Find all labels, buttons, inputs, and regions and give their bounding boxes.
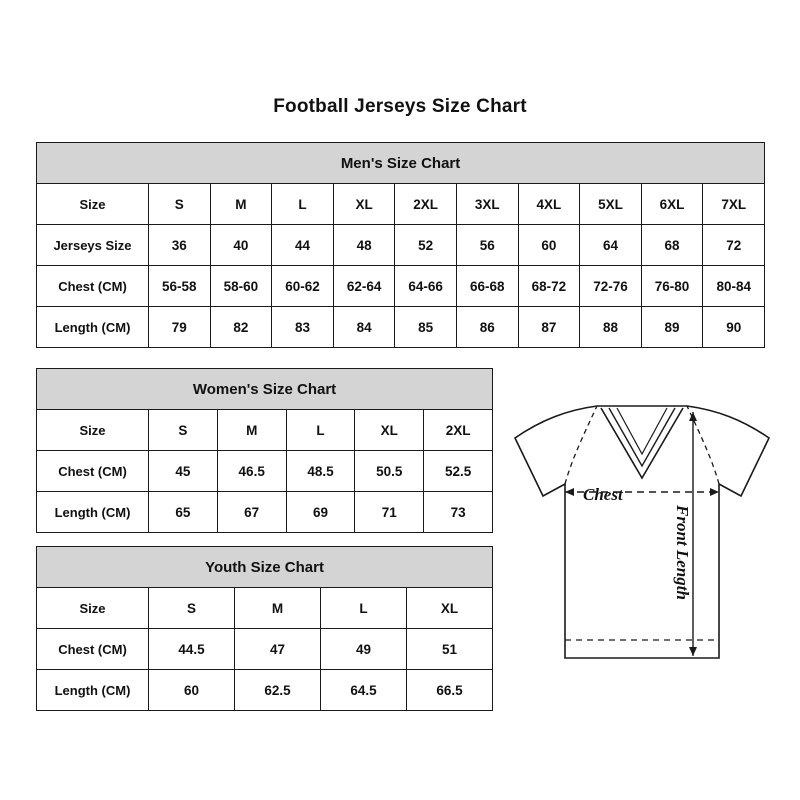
mens-jerseys-size-value: 40 [210, 225, 272, 266]
row-label-size: Size [37, 588, 149, 629]
table-row [37, 184, 765, 225]
mens-jerseys-size-value: 60 [518, 225, 580, 266]
jersey-measurement-diagram [505, 400, 780, 700]
row-label-length: Length (CM) [37, 670, 149, 711]
mens-length-value: 85 [395, 307, 457, 348]
mens-size-l: L [272, 184, 334, 225]
table-row [37, 588, 493, 629]
table-row [37, 492, 493, 533]
mens-chest-value: 66-68 [456, 266, 518, 307]
mens-length-value: 87 [518, 307, 580, 348]
womens-chest-value: 48.5 [286, 451, 355, 492]
youth-size-chart-table [36, 546, 493, 711]
womens-chest-value: 45 [149, 451, 218, 492]
table-row [37, 670, 493, 711]
mens-size-6xl: 6XL [641, 184, 703, 225]
table-row [37, 629, 493, 670]
womens-size-l: L [286, 410, 355, 451]
v-neck-outer [601, 408, 683, 478]
row-label-jerseys-size: Jerseys Size [37, 225, 149, 266]
youth-chest-value: 47 [235, 629, 321, 670]
table-row [37, 225, 765, 266]
mens-jerseys-size-value: 36 [149, 225, 211, 266]
table-row [37, 307, 765, 348]
mens-jerseys-size-value: 72 [703, 225, 765, 266]
mens-size-7xl: 7XL [703, 184, 765, 225]
womens-chest-value: 50.5 [355, 451, 424, 492]
table-row [37, 547, 493, 588]
mens-chest-value: 56-58 [149, 266, 211, 307]
mens-jerseys-size-value: 48 [333, 225, 395, 266]
youth-chest-value: 44.5 [149, 629, 235, 670]
womens-length-value: 71 [355, 492, 424, 533]
jersey-body-outline [515, 406, 769, 658]
mens-chest-value: 68-72 [518, 266, 580, 307]
mens-size-m: M [210, 184, 272, 225]
youth-size-l: L [321, 588, 407, 629]
mens-size-4xl: 4XL [518, 184, 580, 225]
mens-length-value: 90 [703, 307, 765, 348]
mens-table-heading: Men's Size Chart [37, 143, 765, 184]
mens-length-value: 83 [272, 307, 334, 348]
mens-size-s: S [149, 184, 211, 225]
mens-chest-value: 76-80 [641, 266, 703, 307]
youth-table-heading: Youth Size Chart [37, 547, 493, 588]
row-label-chest: Chest (CM) [37, 451, 149, 492]
table-row [37, 143, 765, 184]
mens-jerseys-size-value: 68 [641, 225, 703, 266]
womens-length-value: 73 [424, 492, 493, 533]
womens-size-2xl: 2XL [424, 410, 493, 451]
mens-jerseys-size-value: 64 [580, 225, 642, 266]
mens-chest-value: 80-84 [703, 266, 765, 307]
chest-arrow-right [710, 488, 719, 496]
mens-length-value: 86 [456, 307, 518, 348]
mens-size-xl: XL [333, 184, 395, 225]
chest-measure-label: Chest [583, 485, 623, 504]
page-title: Football Jerseys Size Chart [273, 96, 527, 117]
mens-chest-value: 72-76 [580, 266, 642, 307]
mens-chest-value: 58-60 [210, 266, 272, 307]
youth-length-value: 64.5 [321, 670, 407, 711]
mens-size-5xl: 5XL [580, 184, 642, 225]
mens-length-value: 82 [210, 307, 272, 348]
youth-chest-value: 51 [407, 629, 493, 670]
mens-length-value: 79 [149, 307, 211, 348]
womens-size-xl: XL [355, 410, 424, 451]
mens-jerseys-size-value: 56 [456, 225, 518, 266]
youth-size-s: S [149, 588, 235, 629]
womens-table-heading: Women's Size Chart [37, 369, 493, 410]
front-length-arrow-bottom [689, 647, 697, 656]
womens-size-m: M [217, 410, 286, 451]
womens-size-s: S [149, 410, 218, 451]
front-length-measure-label: Front Length [673, 505, 692, 600]
mens-jerseys-size-value: 52 [395, 225, 457, 266]
youth-length-value: 62.5 [235, 670, 321, 711]
row-label-size: Size [37, 410, 149, 451]
youth-size-xl: XL [407, 588, 493, 629]
youth-chest-value: 49 [321, 629, 407, 670]
row-label-length: Length (CM) [37, 492, 149, 533]
womens-chest-value: 46.5 [217, 451, 286, 492]
table-row [37, 266, 765, 307]
mens-chest-value: 60-62 [272, 266, 334, 307]
womens-length-value: 65 [149, 492, 218, 533]
mens-length-value: 88 [580, 307, 642, 348]
mens-length-value: 89 [641, 307, 703, 348]
mens-size-chart-table [36, 142, 765, 348]
mens-chest-value: 64-66 [395, 266, 457, 307]
table-row [37, 451, 493, 492]
youth-length-value: 60 [149, 670, 235, 711]
mens-length-value: 84 [333, 307, 395, 348]
womens-length-value: 69 [286, 492, 355, 533]
jersey-outline-icon [505, 400, 780, 700]
row-label-size: Size [37, 184, 149, 225]
womens-size-chart-table [36, 368, 493, 533]
womens-length-value: 67 [217, 492, 286, 533]
womens-chest-value: 52.5 [424, 451, 493, 492]
left-sleeve-seam [565, 406, 597, 484]
row-label-chest: Chest (CM) [37, 629, 149, 670]
mens-size-2xl: 2XL [395, 184, 457, 225]
mens-size-3xl: 3XL [456, 184, 518, 225]
chest-arrow-left [565, 488, 574, 496]
youth-length-value: 66.5 [407, 670, 493, 711]
table-row [37, 369, 493, 410]
youth-size-m: M [235, 588, 321, 629]
row-label-length: Length (CM) [37, 307, 149, 348]
mens-jerseys-size-value: 44 [272, 225, 334, 266]
row-label-chest: Chest (CM) [37, 266, 149, 307]
table-row [37, 410, 493, 451]
mens-chest-value: 62-64 [333, 266, 395, 307]
